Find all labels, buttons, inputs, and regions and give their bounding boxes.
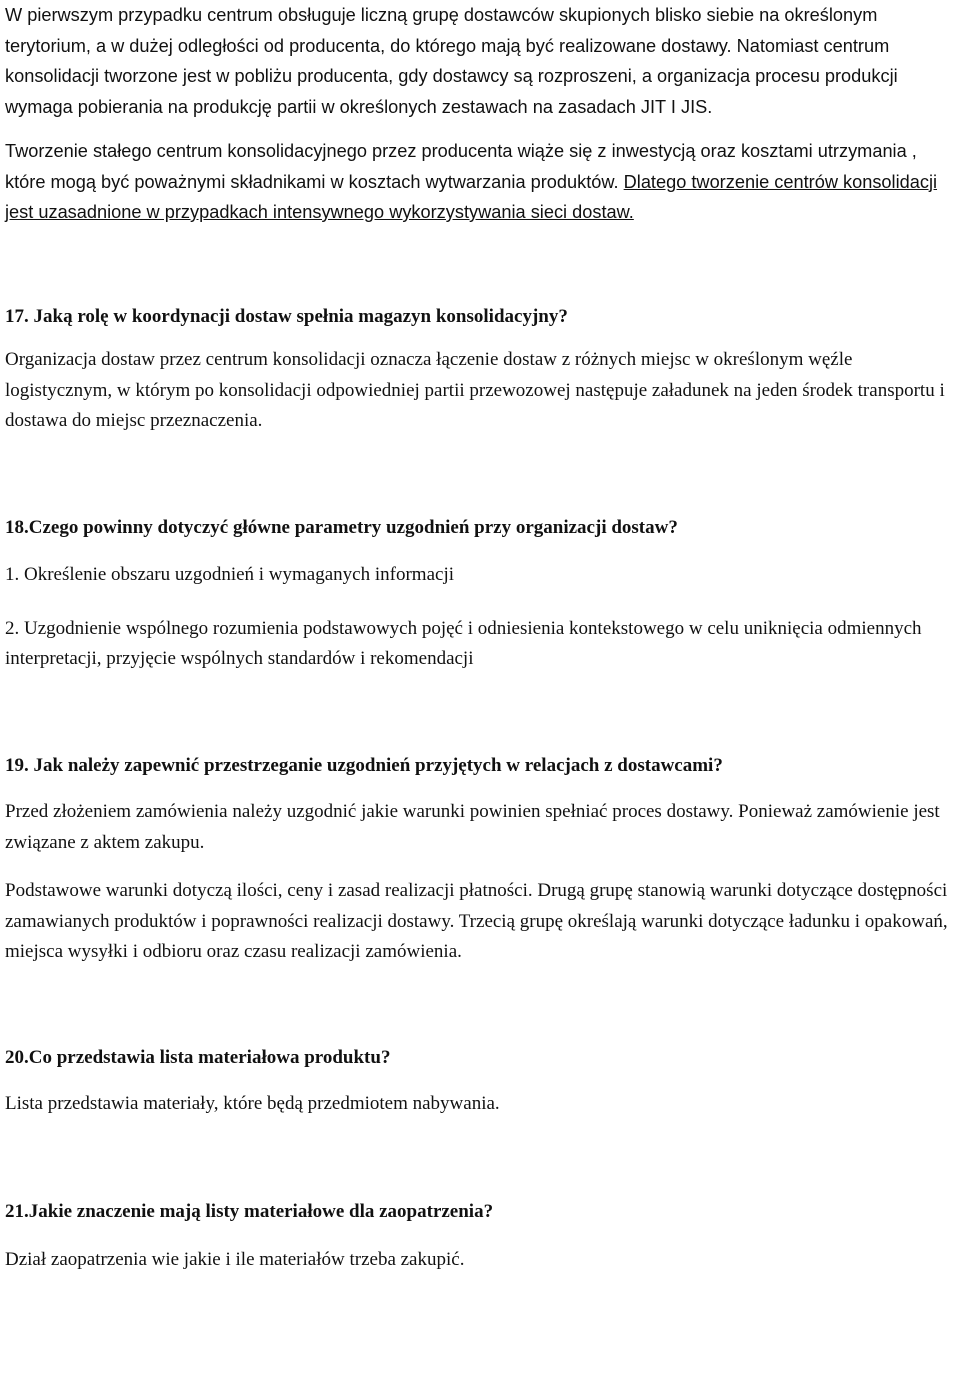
question-20: 20.Co przedstawia lista materiałowa produktu?: [5, 1046, 391, 1068]
answer-20: Lista przedstawia materiały, które będą przedmiotem nabywania.: [5, 1093, 500, 1114]
answer-18-item-2: 2. Uzgodnienie wspólnego rozumienia podstawowych pojęć i odniesienia kontekstowego w celu uniknięcia odmiennych interpretacji, przyjęcie wspólnych standardów i rekomendacji: [5, 617, 922, 669]
answer-19-paragraph-2: Podstawowe warunki dotyczą ilości, ceny i zasad realizacji płatności. Drugą grupę stanowią warunki dotyczące dostępności zamawianych produktów i poprawności realizacji dostawy. Trzecią grupę określają warunki dotyczące ładunku i opakowań, miejsca wysyłki i odbioru oraz czasu realizacji zamówienia.: [5, 880, 948, 962]
question-19: 19. Jak należy zapewnić przestrzeganie uzgodnień przyjętych w relacjach z dostawcami?: [5, 754, 723, 776]
question-18: 18.Czego powinny dotyczyć główne parametry uzgodnień przy organizacji dostaw?: [5, 516, 678, 538]
paragraph-consolidation-costs: [5, 136, 956, 228]
answer-18-item-1: 1. Określenie obszaru uzgodnień i wymaganych informacji: [5, 564, 454, 585]
question-21: 21.Jakie znaczenie mają listy materiałowe dla zaopatrzenia?: [5, 1200, 494, 1222]
paragraph-consolidation-center: W pierwszym przypadku centrum obsługuje liczną grupę dostawców skupionych blisko siebie na określonym terytorium, a w dużej odległości od producenta, do którego mają być realizowane dostawy. Natomiast centrum konsolidacji tworzone jest w pobliżu producenta, gdy dostawcy są rozproszeni, a organizacja procesu produkcji wymaga pobierania na produkcję partii w określonych zestawach na zasadach JIT I JIS.: [5, 5, 898, 117]
paragraph-costs-text: Tworzenie stałego centrum konsolidacyjnego przez producenta wiąże się z inwestycją oraz kosztami utrzymania , które mogą być poważnymi składnikami w kosztach wytwarzania produktów.: [5, 141, 917, 192]
answer-21: Dział zaopatrzenia wie jakie i ile materiałów trzeba zakupić.: [5, 1249, 465, 1270]
paragraph-costs-underlined-text: Dlatego tworzenie centrów konsolidacji jest uzasadnione w przypadkach intensywnego wykorzystywania sieci dostaw.: [5, 171, 938, 222]
question-17: 17. Jaką rolę w koordynacji dostaw spełnia magazyn konsolidacyjny?: [5, 305, 568, 327]
answer-19-paragraph-1: Przed złożeniem zamówienia należy uzgodnić jakie warunki powinien spełniać proces dostawy. Ponieważ zamówienie jest związane z aktem zakupu.: [5, 801, 940, 853]
answer-17: Organizacja dostaw przez centrum konsolidacji oznacza łączenie dostaw z różnych miejsc w określonym węźle logistycznym, w którym po konsolidacji odpowiedniej partii przewozowej następuje załadunek na jeden środek transportu i dostawa do miejsc przeznaczenia.: [5, 349, 945, 431]
